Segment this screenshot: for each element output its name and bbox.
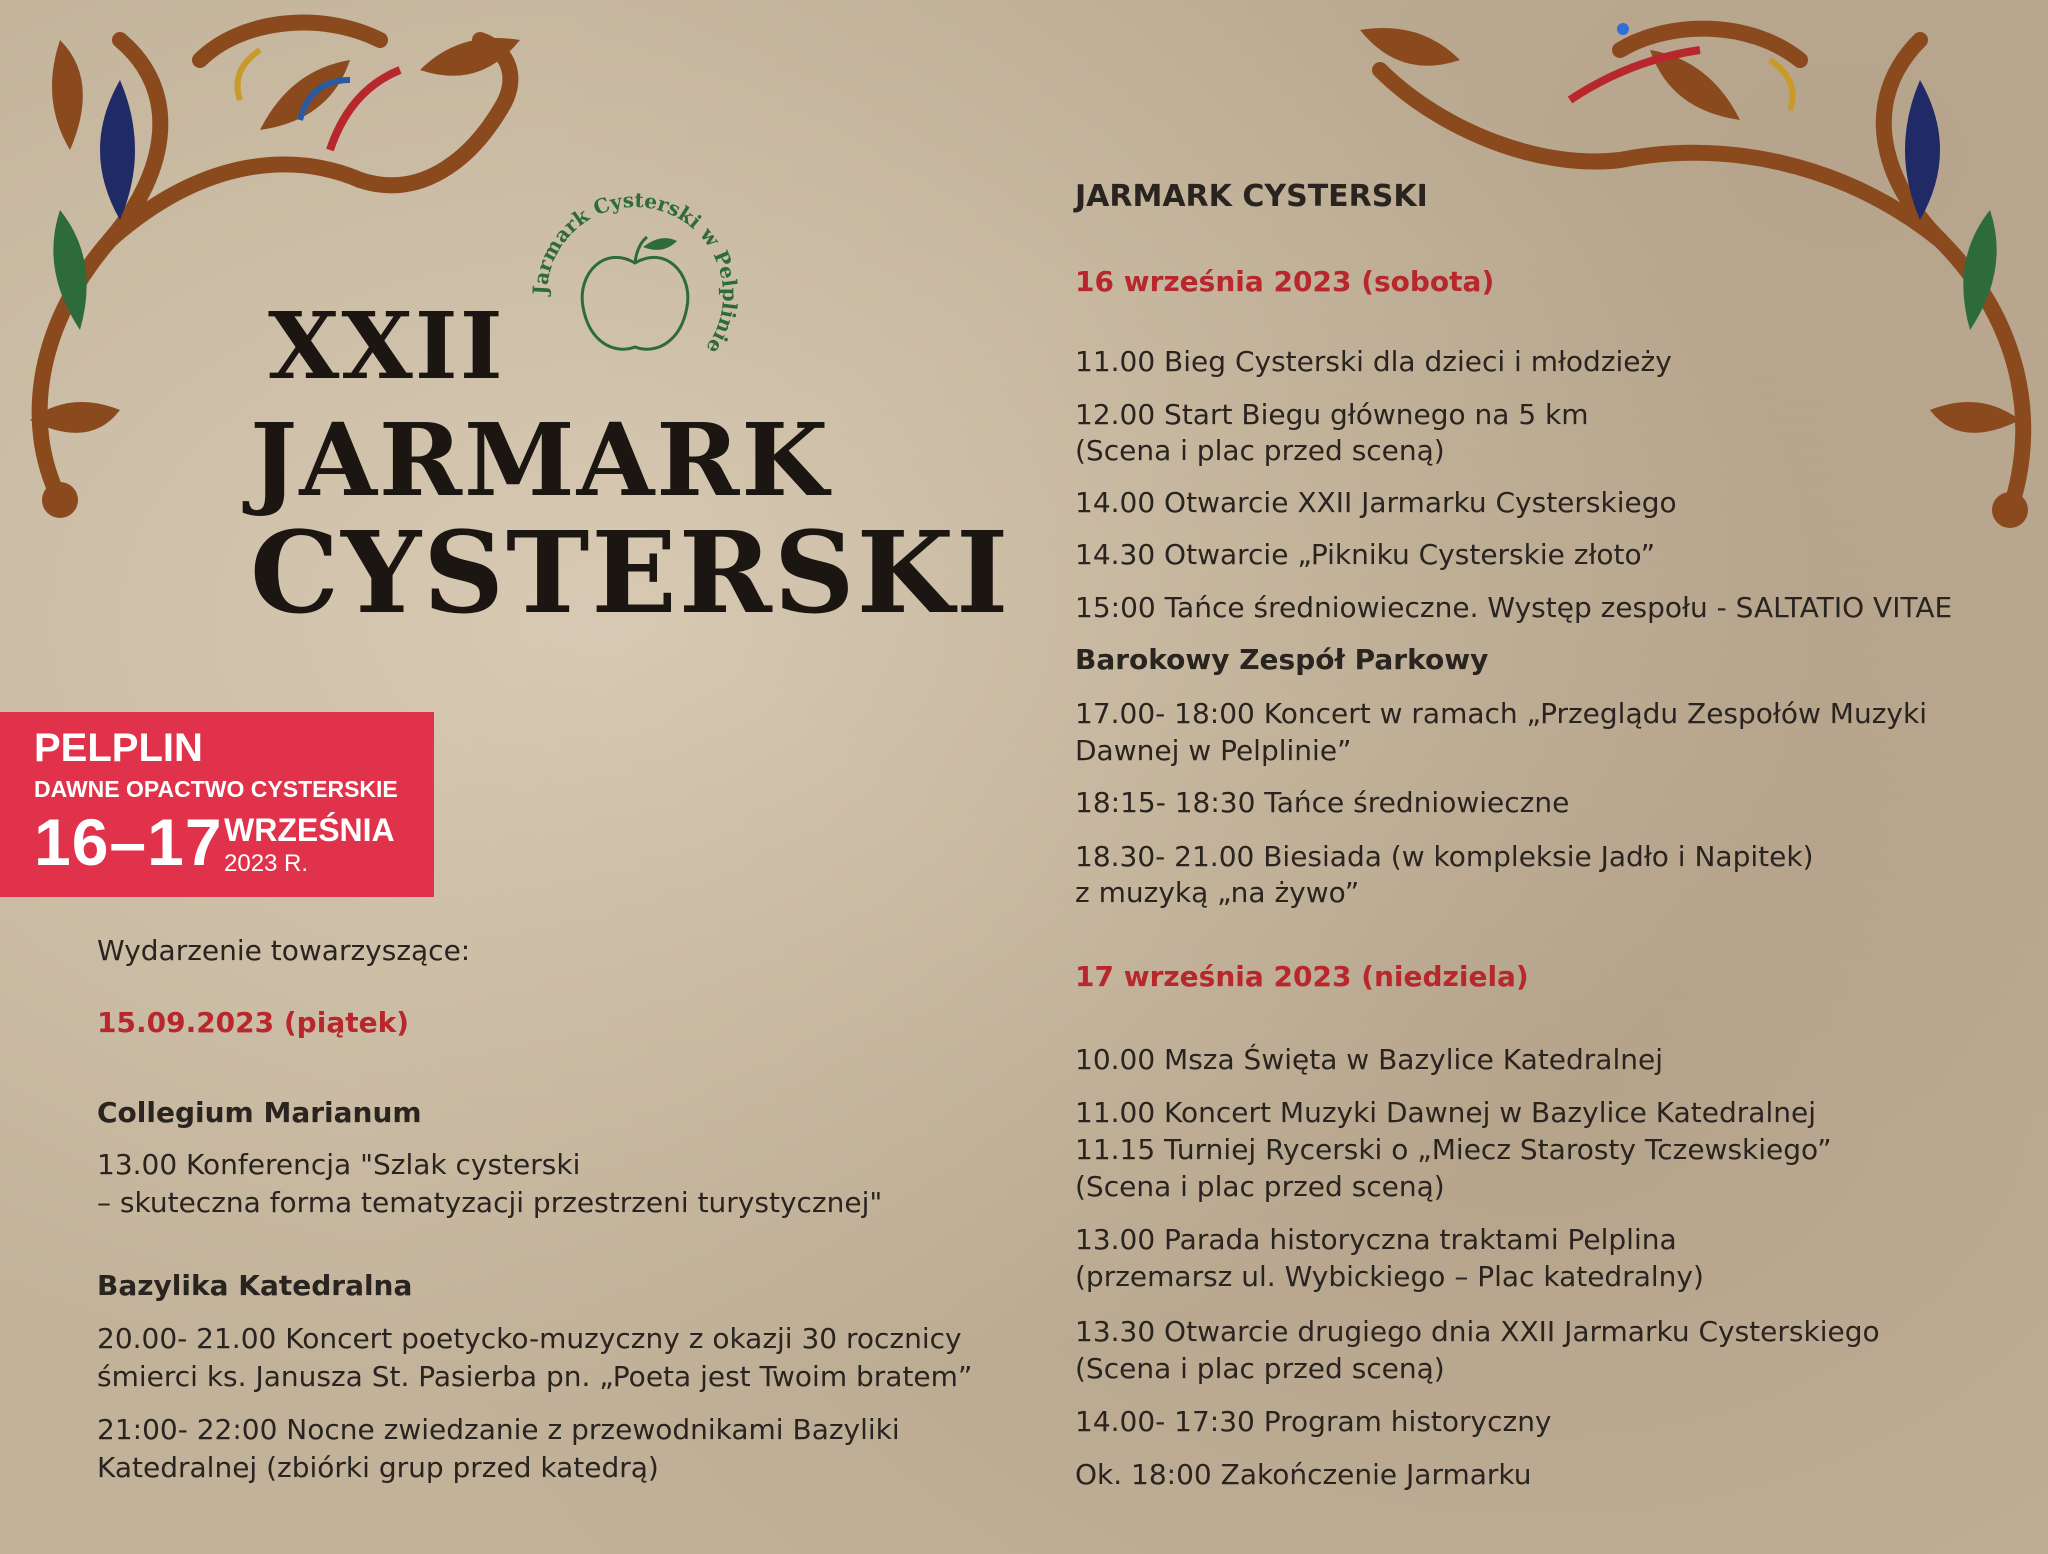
left-venue-collegium: Collegium Marianum <box>97 1096 422 1129</box>
day1-item: 14.00 Otwarcie XXII Jarmarku Cysterskiego <box>1075 486 1677 519</box>
left-date: 15.09.2023 (piątek) <box>97 1006 410 1039</box>
day1-heading: 16 września 2023 (sobota) <box>1075 265 1495 298</box>
day2-item: (Scena i plac przed sceną) <box>1075 1170 1445 1203</box>
left-intro: Wydarzenie towarzyszące: <box>97 934 471 967</box>
left-event1-line2: śmierci ks. Janusza St. Pasierba pn. „Poeta jest Twoim bratem” <box>97 1360 973 1393</box>
left-event1-line1: 20.00- 21.00 Koncert poetycko-muzyczny z okazji 30 rocznicy <box>97 1322 962 1355</box>
badge-year: 2023 R. <box>224 850 309 877</box>
day1-item: (Scena i plac przed sceną) <box>1075 434 1445 467</box>
right-heading: JARMARK CYSTERSKI <box>1075 179 1428 214</box>
blue-dot <box>1617 23 1629 35</box>
badge-dates: 16–17 <box>34 805 223 879</box>
left-conf-line1: 13.00 Konferencja "Szlak cysterski <box>97 1148 581 1181</box>
left-conf-line2: – skuteczna forma tematyzacji przestrzeni turystycznej" <box>97 1186 883 1219</box>
day1-item: 18:15- 18:30 Tańce średniowieczne <box>1075 786 1570 819</box>
day2-item: 11.00 Koncert Muzyki Dawnej w Bazylice Katedralnej <box>1075 1096 1816 1129</box>
date-badge <box>0 712 434 897</box>
title-line-2: JARMARK <box>250 401 831 519</box>
day2-item: 10.00 Msza Święta w Bazylice Katedralnej <box>1075 1043 1663 1076</box>
svg-text:Jarmark Cysterski w Pelplinie <box>528 188 742 358</box>
day1-item: 11.00 Bieg Cysterski dla dzieci i młodzieży <box>1075 345 1672 378</box>
day2-item: 13.30 Otwarcie drugiego dnia XXII Jarmarku Cysterskiego <box>1075 1315 1880 1348</box>
day2-item: 13.00 Parada historyczna traktami Pelplina <box>1075 1223 1677 1256</box>
day2-item: Ok. 18:00 Zakończenie Jarmarku <box>1075 1458 1532 1491</box>
day1-item: 18.30- 21.00 Biesiada (w kompleksie Jadło i Napitek) <box>1075 840 1814 873</box>
title-line-1: XXII <box>268 292 505 400</box>
day1-item: 12.00 Start Biegu głównego na 5 km <box>1075 398 1589 431</box>
seal-text: Jarmark Cysterski w Pelplinie <box>527 187 743 359</box>
apple-icon <box>582 257 688 349</box>
badge-month: WRZEŚNIA <box>224 812 395 848</box>
left-event2-line2: Katedralnej (zbiórki grup przed katedrą) <box>97 1451 659 1484</box>
day2-item: (przemarsz ul. Wybickiego – Plac katedralny) <box>1075 1260 1704 1293</box>
left-venue-bazylika: Bazylika Katedralna <box>97 1269 413 1302</box>
day2-heading: 17 września 2023 (niedziela) <box>1075 960 1529 993</box>
day1-item: 17.00- 18:00 Koncert w ramach „Przeglądu Zespołów Muzyki <box>1075 697 1927 730</box>
badge-city: PELPLIN <box>34 726 203 770</box>
day1-item: Barokowy Zespół Parkowy <box>1075 643 1489 676</box>
day1-item: z muzyką „na żywo” <box>1075 876 1360 909</box>
day1-item: Dawnej w Pelplinie” <box>1075 734 1352 767</box>
day2-item: 11.15 Turniej Rycerski o „Miecz Starosty Tczewskiego” <box>1075 1133 1832 1166</box>
day1-item: 14.30 Otwarcie „Pikniku Cysterskie złoto” <box>1075 538 1656 571</box>
day2-item: (Scena i plac przed sceną) <box>1075 1352 1445 1385</box>
day2-item: 14.00- 17:30 Program historyczny <box>1075 1405 1552 1438</box>
title-line-3: CYSTERSKI <box>250 508 1011 639</box>
day1-item: 15:00 Tańce średniowieczne. Występ zespołu - SALTATIO VITAE <box>1075 591 1953 624</box>
left-event2-line1: 21:00- 22:00 Nocne zwiedzanie z przewodnikami Bazyliki <box>97 1413 900 1446</box>
badge-subtitle: DAWNE OPACTWO CYSTERSKIE <box>34 776 398 802</box>
seal-logo <box>525 185 745 405</box>
